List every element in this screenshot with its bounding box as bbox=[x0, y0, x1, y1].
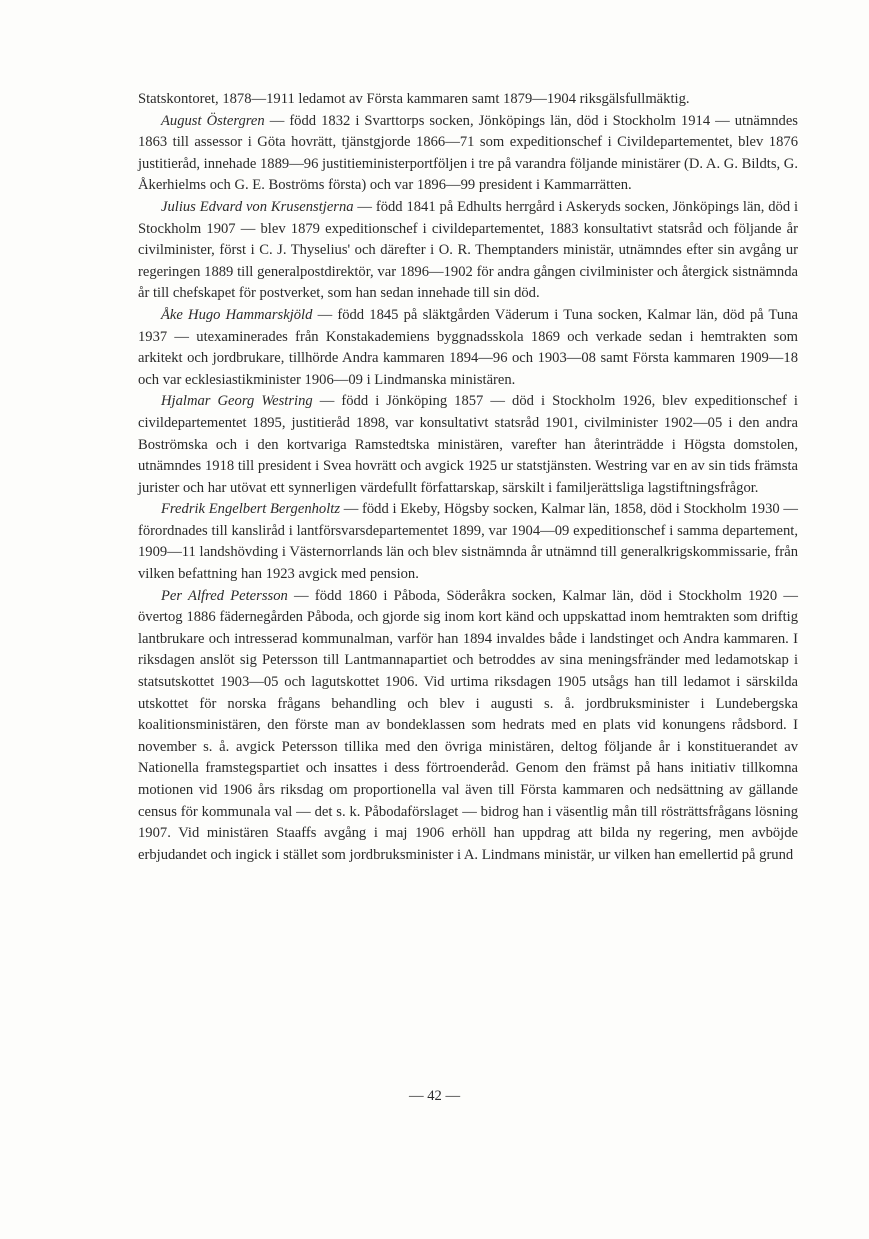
paragraph-ake-hammarskjold bbox=[138, 305, 798, 391]
person-name: August Östergren bbox=[161, 112, 265, 129]
paragraph-hjalmar-westring bbox=[138, 391, 798, 499]
paragraph-text: — född i Ekeby, Högsby socken, Kalmar län, 1858, död i Stockholm 1930 — förordnades till kansliråd i lantförsvarsdepartementet 1899, var 1904—09 expeditionschef i samma departement, 1909—11 landshövding i Västernorrlands län och blev sistnämnda år utnämnd till generalkrigskommissarie, från vilken befattning han 1923 avgick med pension. bbox=[138, 501, 798, 583]
paragraph-august-ostergren bbox=[138, 111, 798, 197]
paragraph-text: — född 1845 på släktgården Väderum i Tuna socken, Kalmar län, död på Tuna 1937 — utexaminerades från Konstakademiens byggnadsskola 1869 och verkade sedan i hemtrakten som arkitekt och jordbrukare, tillhörde Andra kammaren 1894—96 och 1903—08 samt Första kammaren 1909—18 och var ecklesiastikminister 1906—09 i Lindmanska ministären. bbox=[138, 306, 798, 388]
person-name: Per Alfred Petersson bbox=[161, 587, 288, 604]
paragraph-text: — född 1860 i Påboda, Söderåkra socken, Kalmar län, död i Stockholm 1920 — övertog 1886 fädernegården Påboda, och gjorde sig inom kort känd och uppskattad inom hemtrakten som driftig lantbrukare och intresserad kommunalman, varför han 1894 invaldes både i landstinget och Andra kammaren. I riksdagen anslöt sig Petersson till Lantmannapartiet och betroddes av sina meningsfränder med ledamotskap i statsutskottet 1903—05 och lagutskottet 1906. Vid urtima riksdagen 1905 utsågs han till ledamot i särskilda utskottet för norska frågans behandling och blev i augusti s. å. jordbruksminister i Lundebergska koalitionsministären, den förste man av bondeklassen som hedrats med en plats vid konungens rådsbord. I november s. å. avgick Petersson tillika med den övriga ministären, deltog följande år i konstituerandet av Nationella framstegspartiet och insattes i dess förtroenderåd. Genom den främst på hans initiativ tillkomna motionen vid 1906 års riksdag om proportionella val även till Första kammaren och nedsättning av gällande census för kommunala val — det s. k. Påbodaförslaget — bidrog han i väsentlig mån till rösträttsfrågans lösning 1907. Vid ministären Staaffs avgång i maj 1906 erhöll han uppdrag att bilda ny regering, men avböjde erbjudandet och ingick i stället som jordbruksminister i A. Lindmans ministär, ur vilken han emellertid på grund bbox=[138, 587, 798, 863]
person-name: Hjalmar Georg Westring bbox=[161, 393, 313, 410]
paragraph-per-alfred-petersson bbox=[138, 586, 798, 867]
person-name: Julius Edvard von Krusenstjerna bbox=[161, 198, 354, 215]
paragraph-text: — född i Jönköping 1857 — död i Stockholm 1926, blev expeditionschef i civildepartementet 1895, justitieråd 1898, var konsultativt statsråd 1901, civilminister 1902—05 i den andra Boströmska och i den kortvariga Ramstedtska ministären, varefter han återinträdde i Högsta domstolen, utnämndes 1918 till president i Svea hovrätt och avgick 1925 ur statstjänsten. Westring var en av sin tids främsta jurister och har utövat ett synnerligen värdefullt författarskap, särskilt i familjerättsliga lagstiftningsfrågor. bbox=[138, 393, 798, 496]
page-number: — 42 — bbox=[408, 1088, 461, 1104]
paragraph-continuation bbox=[138, 89, 798, 111]
paragraph-text: — född 1832 i Svarttorps socken, Jönköpings län, död i Stockholm 1914 — utnämndes 1863 till assessor i Göta hovrätt, tjänstgjorde 1866—71 som expeditionschef i Civildepartementet, blev 1876 justitieråd, innehade 1889—96 justitieministerportföljen i tre på varandra följande ministärer (D. A. G. Bildts, G. Åkerhielms och G. E. Boströms första) och var 1896—99 president i Kammarrätten. bbox=[138, 112, 798, 194]
paragraph-text: Statskontoret, 1878—1911 ledamot av Första kammaren samt 1879—1904 riksgälsfullmäktig. bbox=[138, 91, 690, 107]
person-name: Fredrik Engelbert Bergenholtz bbox=[161, 501, 340, 518]
page-body bbox=[138, 89, 798, 866]
paragraph-fredrik-bergenholtz bbox=[138, 499, 798, 585]
paragraph-text: — född 1841 på Edhults herrgård i Askeryds socken, Jönköpings län, död i Stockholm 1907 — blev 1879 expeditionschef i civildepartementet, 1883 konsultativt statsråd och följande år civilminister, först i C. J. Thyselius' och därefter i O. R. Themptanders ministär, utnämndes efter sin avgång ur regeringen 1889 till generalpostdirektör, var 1896—1902 för andra gången civilminister och återgick sistnämnda år till chefskapet för postverket, som han sedan innehade till sin död. bbox=[138, 198, 799, 302]
paragraph-julius-von-krusenstjerna bbox=[138, 197, 798, 305]
person-name: Åke Hugo Hammarskjöld bbox=[161, 306, 313, 323]
